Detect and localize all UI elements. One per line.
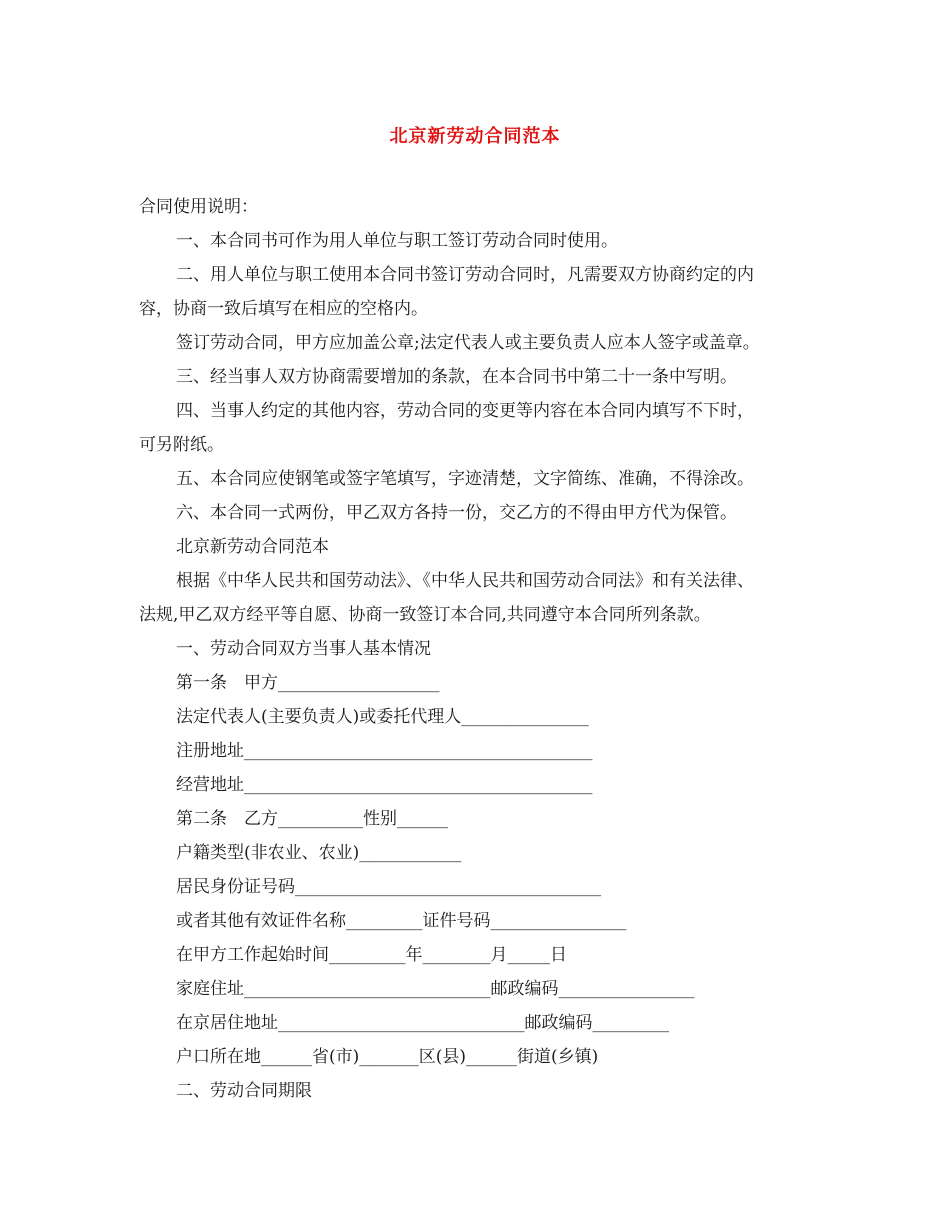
usage-notes-heading: 合同使用说明： bbox=[139, 197, 258, 217]
start-date-field: 在甲方工作起始时间_________年________月_____日 bbox=[176, 945, 567, 965]
section-2-heading: 二、劳动合同期限 bbox=[176, 1081, 312, 1101]
hukou-location-field: 户口所在地______省(市)_______区(县)______街道(乡镇) bbox=[176, 1047, 599, 1067]
business-address-field: 经营地址_________________________________________ bbox=[176, 775, 593, 795]
household-type-field: 户籍类型(非农业、农业)____________ bbox=[176, 843, 462, 863]
section-1-heading: 一、劳动合同双方当事人基本情况 bbox=[176, 639, 431, 659]
home-address-field: 家庭住址_____________________________邮政编码________________ bbox=[176, 979, 695, 999]
contract-subtitle: 北京新劳动合同范本 bbox=[176, 537, 329, 557]
note-2-continued: 容，协商一致后填写在相应的空格内。 bbox=[139, 299, 428, 319]
id-number-field: 居民身份证号码____________________________________ bbox=[176, 877, 601, 897]
other-id-field: 或者其他有效证件名称_________证件号码________________ bbox=[176, 911, 627, 931]
article-1-party-a: 第一条 甲方___________________ bbox=[176, 673, 440, 693]
note-6: 六、本合同一式两份，甲乙双方各持一份，交乙方的不得由甲方代为保管。 bbox=[176, 503, 737, 523]
document-title: 北京新劳动合同范本 bbox=[389, 126, 561, 147]
note-5: 五、本合同应使钢笔或签字笔填写，字迹清楚，文字简练、准确，不得涂改。 bbox=[176, 469, 754, 489]
note-4: 四、当事人约定的其他内容，劳动合同的变更等内容在本合同内填写不下时， bbox=[176, 401, 754, 421]
note-2: 二、用人单位与职工使用本合同书签订劳动合同时，凡需要双方协商约定的内 bbox=[176, 265, 754, 285]
registered-address-field: 注册地址_________________________________________ bbox=[176, 741, 593, 761]
note-4-continued: 可另附纸。 bbox=[139, 435, 224, 455]
note-1: 一、本合同书可作为用人单位与职工签订劳动合同时使用。 bbox=[176, 231, 618, 251]
legal-representative-field: 法定代表人(主要负责人)或委托代理人_______________ bbox=[176, 707, 589, 727]
article-2-party-b: 第二条 乙方__________性别______ bbox=[176, 809, 448, 829]
beijing-address-field: 在京居住地址_____________________________邮政编码_________ bbox=[176, 1013, 669, 1033]
preamble: 根据《中华人民共和国劳动法》、《中华人民共和国劳动合同法》和有关法律、 bbox=[176, 571, 754, 591]
note-seal: 签订劳动合同，甲方应加盖公章;法定代表人或主要负责人应本人签字或盖章。 bbox=[176, 333, 760, 353]
preamble-continued: 法规,甲乙双方经平等自愿、协商一致签订本合同,共同遵守本合同所列条款。 bbox=[139, 605, 711, 625]
note-3: 三、经当事人双方协商需要增加的条款，在本合同书中第二十一条中写明。 bbox=[176, 367, 737, 387]
